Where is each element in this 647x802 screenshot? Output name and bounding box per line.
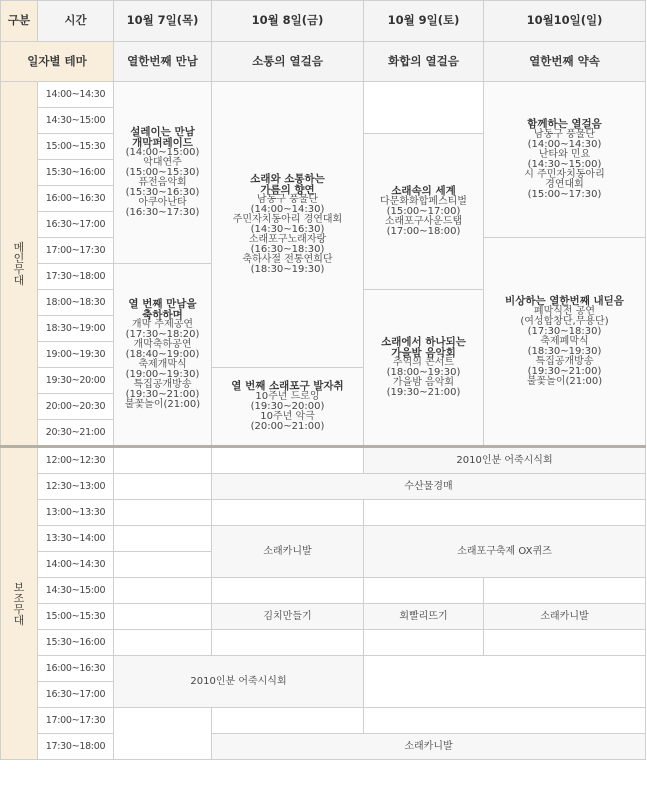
empty-cell [212,447,364,474]
empty-cell [114,604,212,630]
sub-time-slot: 17:30~18:00 [38,734,114,760]
main-time-slot: 16:00~16:30 [38,186,114,212]
empty-cell [364,656,646,708]
sub-row [1,656,646,682]
sub-time-slot: 13:00~13:30 [38,500,114,526]
empty-cell [114,552,212,578]
event-d10-closing: 비상하는 열한번째 내딛음 폐막식전 공연 (여성합창단,무용단) (17:30~18:30) 축제폐막식 (18:30~19:30) 특집공개방송 (19:30~21:00) 불꽃놀이(21:00) [484,238,646,447]
empty-cell [212,630,364,656]
event-tasting-d9-d10: 2010인분 어죽시식회 [364,447,646,474]
sub-time-slot: 12:00~12:30 [38,447,114,474]
empty-cell [212,578,364,604]
event-carnival-d8: 소래카니발 [212,526,364,578]
main-time-slot: 15:30~16:00 [38,160,114,186]
header-day-8: 10월 8일(금) [212,1,364,42]
event-d10-together: 함께하는 열걸음 남동구 풍물단 (14:00~14:30) 난타와 민요 (14:30~15:00) 시 주민자치동아리 경연대회 (15:00~17:30) [484,82,646,238]
event-ox-quiz: 소래포구축제 OX퀴즈 [364,526,646,578]
main-stage-label: 메 인 무 대 [1,82,38,447]
sub-time-slot: 13:30~14:00 [38,526,114,552]
main-time-slot: 19:30~20:00 [38,368,114,394]
theme-day-9: 화합의 열걸음 [364,42,484,82]
sub-row [1,604,646,630]
event-carnival-final: 소래카니발 [212,734,646,760]
header-row [1,1,646,42]
sub-time-slot: 14:00~14:30 [38,552,114,578]
sub-row [1,630,646,656]
main-time-slot: 16:30~17:00 [38,212,114,238]
theme-row [1,42,646,82]
event-d8-main: 소래와 소통하는 가름의 향연 남동구 풍물단 (14:00~14:30) 주민자치동아리 경연대회 (14:30~16:30) 소래포구노래자랑 (16:30~18:30) 축하사절 전통연희단 (18:30~19:30) [212,82,364,368]
event-hoe: 회빨리뜨기 [364,604,484,630]
main-row [1,82,646,108]
sub-row [1,447,646,474]
theme-day-10: 열한번째 약속 [484,42,646,82]
event-kimchi: 김치만들기 [212,604,364,630]
theme-day-8: 소통의 열걸음 [212,42,364,82]
empty-cell [364,578,484,604]
empty-cell [364,82,484,134]
empty-cell [114,708,212,760]
sub-stage-label: 보 조 무 대 [1,447,38,760]
event-d9-world: 소래속의 세계 다문화화합페스티벌 (15:00~17:00) 소래포구사운드탭 (17:00~18:00) [364,134,484,290]
header-day-10: 10월10일(일) [484,1,646,42]
empty-cell [114,526,212,552]
main-time-slot: 17:30~18:00 [38,264,114,290]
event-tasting-d7-d8: 2010인분 어죽시식회 [114,656,364,708]
empty-cell [364,630,484,656]
empty-cell [212,708,364,734]
sub-time-slot: 16:30~17:00 [38,682,114,708]
sub-time-slot: 12:30~13:00 [38,474,114,500]
sub-row [1,708,646,734]
sub-time-slot: 14:30~15:00 [38,578,114,604]
event-d7-opening: 설레이는 만남 개막퍼레이드 (14:00~15:00) 악대연주 (15:00~15:30) 퓨전음악회 (15:30~16:30) 아쿠아난타 (16:30~17:30) [114,82,212,264]
main-time-slot: 17:00~17:30 [38,238,114,264]
main-time-slot: 15:00~15:30 [38,134,114,160]
empty-cell [484,630,646,656]
empty-cell [114,447,212,474]
theme-day-7: 열한번째 만남 [114,42,212,82]
empty-cell [114,630,212,656]
empty-cell [114,578,212,604]
sub-row [1,526,646,552]
empty-cell [484,578,646,604]
event-d8-anniversary: 열 번째 소래포구 발자취 10주년 드로잉 (19:30~20:00) 10주년 악극 (20:00~21:00) [212,368,364,447]
empty-cell [114,500,212,526]
event-d9-concert: 소래에서 하나되는 가을밤 음악회 추억의 콘서트 (18:00~19:30) 가을밤 음악회 (19:30~21:00) [364,290,484,447]
event-d7-celebration: 열 번째 만남을 축하하며 개막 주제공연 (17:30~18:20) 개막축하공연 (18:40~19:00) 축제개막식 (19:00~19:30) 특집공개방송 (19:30~21:00) 불꽃놀이(21:00) [114,264,212,447]
empty-cell [364,708,646,734]
main-time-slot: 20:00~20:30 [38,394,114,420]
main-time-slot: 20:30~21:00 [38,420,114,447]
sub-time-slot: 17:00~17:30 [38,708,114,734]
sub-row [1,500,646,526]
main-time-slot: 18:30~19:00 [38,316,114,342]
header-category: 구분 [1,1,38,42]
main-time-slot: 18:00~18:30 [38,290,114,316]
main-time-slot: 14:30~15:00 [38,108,114,134]
sub-time-slot: 15:00~15:30 [38,604,114,630]
header-day-7: 10월 7일(목) [114,1,212,42]
theme-label: 일자별 테마 [1,42,114,82]
header-day-9: 10월 9일(토) [364,1,484,42]
sub-row [1,578,646,604]
sub-row [1,734,646,760]
empty-cell [364,500,646,526]
main-time-slot: 19:00~19:30 [38,342,114,368]
sub-time-slot: 16:00~16:30 [38,656,114,682]
sub-time-slot: 15:30~16:00 [38,630,114,656]
event-carnival-d10: 소래카니발 [484,604,646,630]
empty-cell [212,500,364,526]
empty-cell [114,474,212,500]
event-seafood-auction: 수산물경매 [212,474,646,500]
header-time: 시간 [38,1,114,42]
main-time-slot: 14:00~14:30 [38,82,114,108]
sub-row [1,474,646,500]
